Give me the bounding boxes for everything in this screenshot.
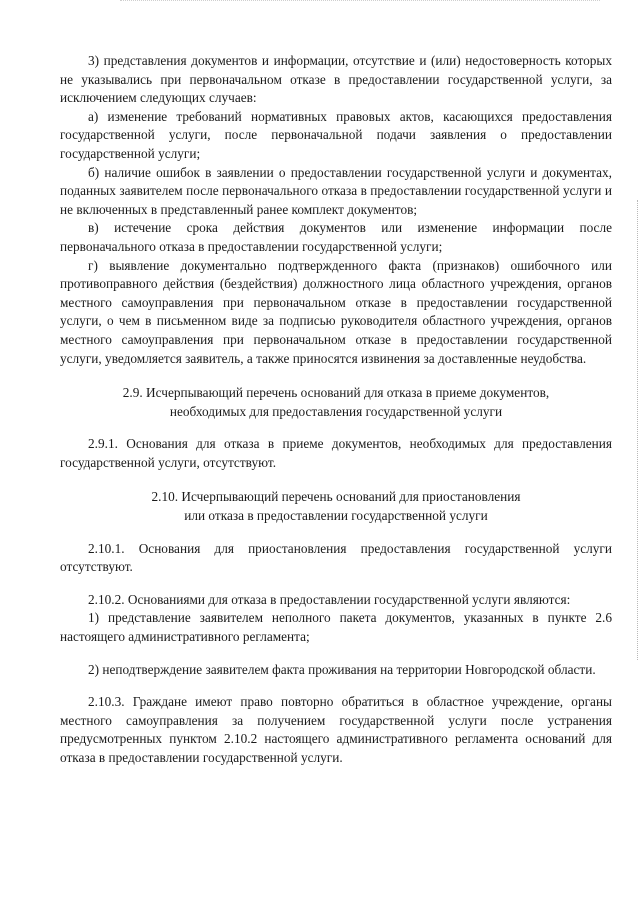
section-heading-2-9: 2.9. Исчерпывающий перечень оснований для отказа в приеме документов, необходимых для предоставления государственной услуги: [122, 385, 550, 419]
paragraph-item-3: 3) представления документов и информации, отсутствие и (или) недостоверность которых не указывались при первоначальном отказе в предоставлении государственной услуги, за исключением следующих случаев:: [60, 53, 612, 106]
paragraph-2-9-1: 2.9.1. Основания для отказа в приеме документов, необходимых для предоставления государственной услуги, отсутствуют.: [60, 436, 612, 470]
paragraph-2-10-2: 2.10.2. Основаниями для отказа в предоставлении государственной услуги являются:: [88, 591, 571, 607]
document-page: [60, 52, 612, 768]
paragraph-2-10-2-1: 1) представление заявителем неполного пакета документов, указанных в пункте 2.6 настоящего административного регламента;: [60, 610, 612, 645]
paragraph-item-3a: а) изменение требований нормативных правовых актов, касающихся предоставления государственной услуги, после первоначальной подачи заявления о предоставлении государственной услуги;: [60, 108, 612, 161]
paragraph-2-10-2-2: 2) неподтверждение заявителем факта проживания на территории Новгородской области.: [88, 661, 596, 677]
paragraph-item-3b: б) наличие ошибок в заявлении о предоставлении государственной услуги и документах, поданных заявителем после первоначального отказа в предоставлении государственной услуги и не включенных в представленный ранее комплект документов;: [60, 164, 612, 217]
section-heading-2-10-line1: 2.10. Исчерпывающий перечень оснований для приостановления: [151, 489, 521, 505]
section-heading-2-10-line2: или отказа в предоставлении государственной услуги: [184, 508, 488, 524]
scan-right-edge-marks: [634, 200, 638, 660]
scan-top-edge-marks: [120, 0, 600, 5]
paragraph-item-3v: в) истечение срока действия документов или изменение информации после первоначального отказа в предоставлении государственной услуги;: [60, 220, 612, 254]
section-heading-2-10: [60, 488, 612, 525]
paragraph-2-10-3: 2.10.3. Граждане имеют право повторно обратиться в областное учреждение, органы местного самоуправления за получением государственной услуги после устранения предусмотренных пунктом 2.10.2 настоящего административного регламента оснований для отказа в предоставлении государственной услуги.: [60, 694, 612, 765]
paragraph-item-3g: г) выявление документально подтвержденного факта (признаков) ошибочного или противоправного действия (бездействия) должностного лица областного учреждения, органов местного самоуправления при первоначальном отказе в предоставлении государственной услуги, о чем в письменном виде за подписью руководителя областного учреждения, органов местного самоуправления при первоначальном отказе в предоставлении государственной услуги, уведомляется заявитель, а также приносятся извинения за доставленные неудобства.: [60, 257, 612, 366]
paragraph-2-10-1: 2.10.1. Основания для приостановления предоставления государственной услуги отсутствуют.: [60, 540, 612, 575]
